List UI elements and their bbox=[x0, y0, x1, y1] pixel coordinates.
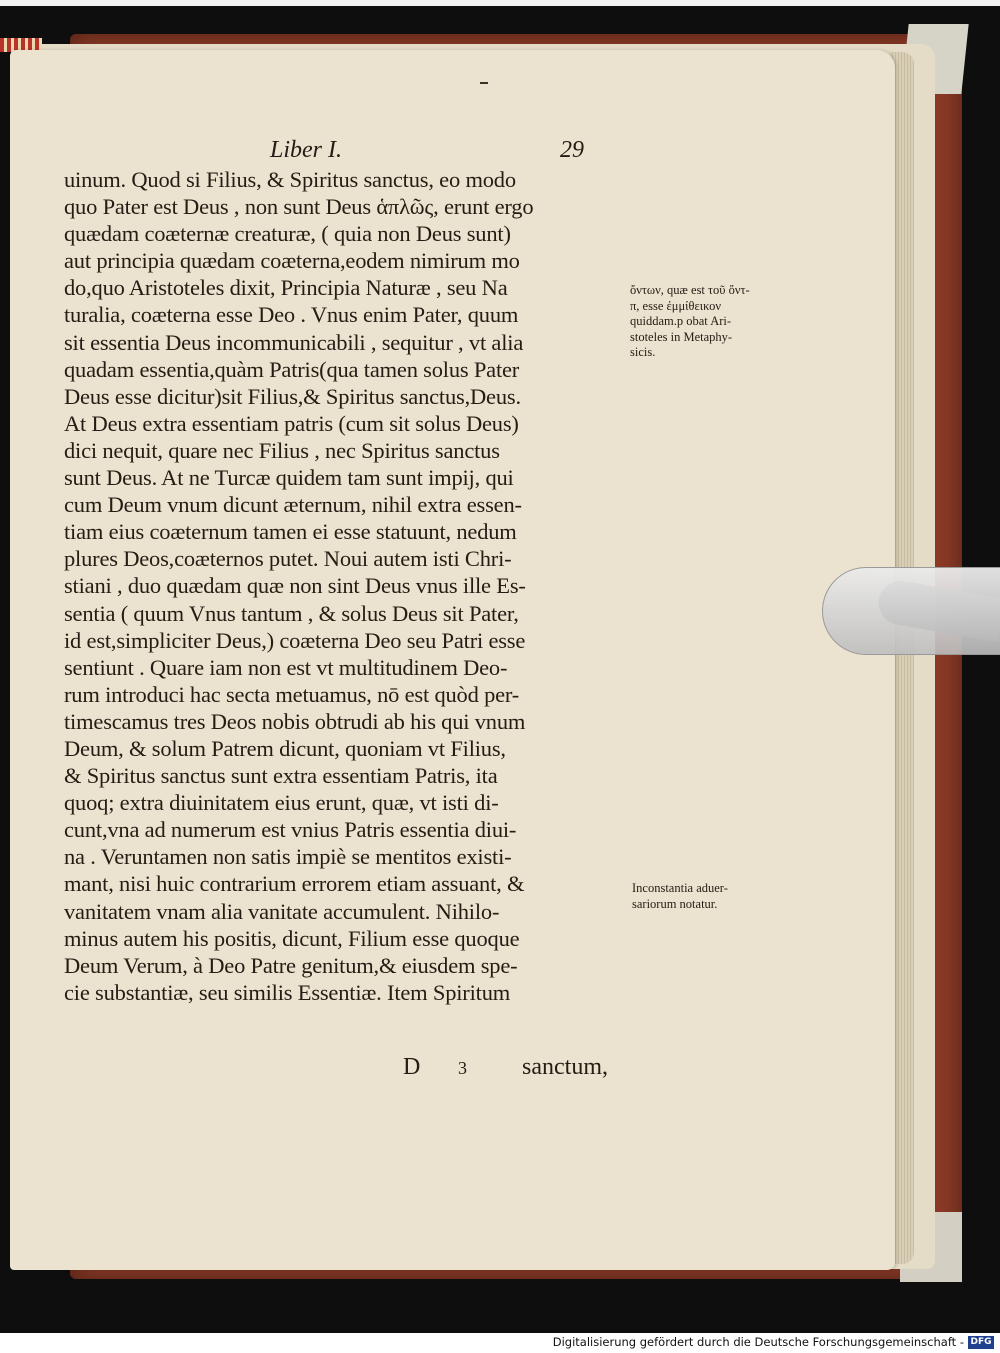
text-line: sentia ( quum Vnus tantum , & solus Deus sit Pater, bbox=[64, 600, 519, 626]
text-line: mant, nisi huic contrarium errorem etiam assuant, & bbox=[64, 871, 525, 897]
text-line: minus autem his positis, dicunt, Filium esse quoque bbox=[64, 925, 520, 951]
text-line: quadam essentia,quàm Patris(qua tamen solus Pater bbox=[64, 356, 520, 382]
footer-bar bbox=[0, 1333, 1000, 1353]
page-mark bbox=[480, 82, 488, 84]
text-line: timescamus tres Deos nobis obtrudi ab his qui vnum bbox=[64, 708, 526, 734]
funding-credit: Digitalisierung gefördert durch die Deutsche Forschungsgemeinschaft - bbox=[552, 1335, 964, 1349]
text-line: Deus esse dicitur)sit Filius,& Spiritus sanctus,Deus. bbox=[64, 383, 521, 409]
margin-note-line: quiddam.p obat Ari- bbox=[630, 314, 732, 328]
text-line: vanitatem vnam alia vanitate accumulent. Nihilo- bbox=[64, 898, 500, 924]
text-line: sentiunt . Quare iam non est vt multitudinem Deo- bbox=[64, 654, 508, 680]
text-line: quoq; extra diuinitatem eius erunt, quæ, vt isti di- bbox=[64, 790, 499, 816]
text-line: stiani , duo quædam quæ non sint Deus vnus ille Es- bbox=[64, 573, 526, 599]
signature-number: 3 bbox=[458, 1058, 467, 1078]
margin-note-line: sicis. bbox=[630, 345, 656, 359]
signature-mark: D bbox=[403, 1054, 421, 1080]
page-number: 29 bbox=[560, 137, 584, 163]
page-clip bbox=[822, 567, 1000, 655]
body-text bbox=[64, 166, 634, 1006]
text-line: na . Veruntamen non satis impiè se mentitos existi- bbox=[64, 844, 512, 870]
text-line: cie substantiæ, seu similis Essentiæ. Item Spiritum bbox=[64, 979, 511, 1005]
catchword: sanctum, bbox=[522, 1054, 608, 1080]
margin-note-line: ὄντων, quæ est τοῦ ὄντ- bbox=[630, 283, 750, 297]
text-line: sit essentia Deus incommunicabili , sequitur , vt alia bbox=[64, 329, 524, 355]
text-line: aut principia quædam coæterna,eodem nimirum mo bbox=[64, 248, 520, 274]
text-line: Deum Verum, à Deo Patre genitum,& eiusdem spe- bbox=[64, 952, 518, 978]
text-line: rum introduci hac secta metuamus, nō est quòd per- bbox=[64, 681, 520, 707]
text-line: plures Deos,coæternos putet. Noui autem isti Chri- bbox=[64, 546, 512, 572]
text-line: quo Pater est Deus , non sunt Deus ἁπλῶς, erunt ergo bbox=[64, 194, 534, 220]
text-line: dici nequit, quare nec Filius , nec Spiritus sanctus bbox=[64, 437, 500, 463]
margin-note-inconstantia bbox=[632, 881, 782, 912]
margin-note-line: stoteles in Metaphy- bbox=[630, 329, 733, 344]
text-line: tiam eius coæternum tamen ei esse statuunt, nedum bbox=[64, 519, 517, 545]
text-line: sunt Deus. At ne Turcæ quidem tam sunt impij, qui bbox=[64, 465, 514, 491]
text-line: quædam coæternæ creaturæ, ( quia non Deus sunt) bbox=[64, 221, 511, 247]
margin-note-line: π, esse ἐμμίθεικον bbox=[630, 298, 722, 313]
text-line: cum Deum vnum dicunt æternum, nihil extra essen- bbox=[64, 492, 522, 518]
margin-note-line: Inconstantia aduer- bbox=[632, 881, 728, 895]
margin-note-aristotle bbox=[630, 283, 790, 361]
text-line: Deum, & solum Patrem dicunt, quoniam vt Filius, bbox=[64, 735, 506, 761]
text-line: uinum. Quod si Filius, & Spiritus sanctus, eo modo bbox=[64, 167, 516, 192]
running-head: Liber I. bbox=[270, 137, 342, 163]
text-line: & Spiritus sanctus sunt extra essentiam Patris, ita bbox=[64, 763, 498, 789]
text-line: turalia, coæterna esse Deo . Vnus enim Pater, quum bbox=[64, 302, 519, 328]
dfg-logo: DFG bbox=[968, 1336, 994, 1349]
catchword-line bbox=[0, 1054, 1000, 1082]
margin-note-line: sariorum notatur. bbox=[632, 896, 718, 911]
text-line: At Deus extra essentiam patris (cum sit solus Deus) bbox=[64, 410, 519, 436]
text-line: id est,simpliciter Deus,) coæterna Deo seu Patri esse bbox=[64, 627, 526, 653]
text-line: cunt,vna ad numerum est vnius Patris essentia diui- bbox=[64, 817, 517, 843]
text-line: do,quo Aristoteles dixit, Principia Naturæ , seu Na bbox=[64, 275, 508, 301]
top-border bbox=[0, 0, 1000, 6]
